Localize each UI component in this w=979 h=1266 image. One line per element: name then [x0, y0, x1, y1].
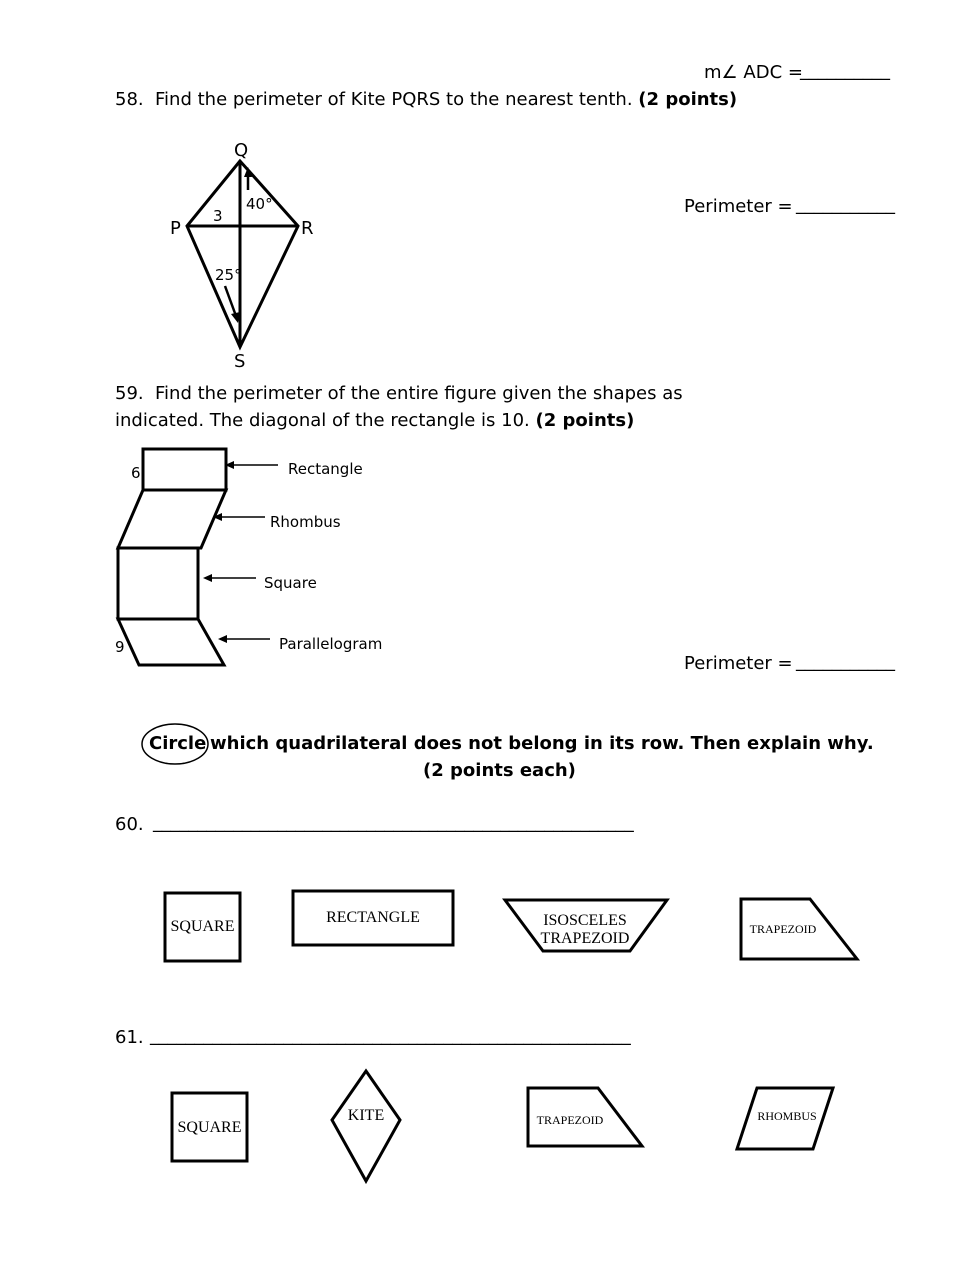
kite-angle-25: 25°	[215, 266, 242, 284]
label-square: Square	[264, 574, 317, 592]
row-61-shapes	[172, 1071, 833, 1181]
q58-answer-blank[interactable]: ___________	[796, 194, 895, 215]
kite-vertex-p: P	[170, 218, 181, 239]
composite-side-6: 6	[131, 464, 141, 482]
kite-angle-40: 40°	[246, 195, 273, 213]
label-rectangle: Rectangle	[288, 460, 363, 478]
q59-prompt-line2: indicated. The diagonal of the rectangle is 10.	[115, 410, 530, 431]
instruction-line1: which quadrilateral does not belong in its row. Then explain why.	[210, 733, 874, 754]
composite-figure	[118, 449, 278, 665]
q59-answer-blank[interactable]: ___________	[796, 651, 895, 672]
angle-answer-blank[interactable]: __________	[800, 60, 890, 81]
square-shape	[118, 548, 198, 619]
kite-side-label: 3	[213, 207, 223, 225]
row61-kite-shape[interactable]	[332, 1071, 400, 1181]
q59-answer-label: Perimeter =	[684, 653, 793, 674]
q58-number: 58.	[115, 89, 144, 110]
row60-rectangle-label: RECTANGLE	[326, 909, 420, 926]
composite-side-9: 9	[115, 638, 125, 656]
q58-prompt-text: Find the perimeter of Kite PQRS to the nearest tenth.	[155, 89, 633, 110]
q58-points: (2 points)	[638, 89, 738, 110]
square-pointer-head	[203, 574, 212, 582]
q59-prompt-line2-wrap	[115, 410, 634, 431]
row61-square-label: SQUARE	[177, 1119, 242, 1136]
parallelogram-shape	[118, 619, 224, 665]
q60-number: 60.	[115, 814, 144, 835]
q60-answer-blank[interactable]: ______________________________________________________	[153, 812, 634, 833]
row60-iso-label-line2: TRAPEZOID	[540, 930, 630, 947]
kite-vertex-s: S	[234, 351, 246, 372]
label-rhombus: Rhombus	[270, 513, 341, 531]
angle-25-arrow	[225, 286, 236, 316]
row60-square-label: SQUARE	[170, 918, 235, 935]
row61-trapezoid-label: TRAPEZOID	[536, 1113, 604, 1127]
q59-points: (2 points)	[535, 410, 635, 431]
q59-prompt-line1: Find the perimeter of the entire figure given the shapes as	[155, 383, 683, 404]
kite-vertex-r: R	[301, 218, 314, 239]
kite-vertex-q: Q	[234, 140, 249, 161]
parallelogram-pointer-head	[218, 635, 227, 643]
row61-kite-label: KITE	[347, 1107, 385, 1124]
kite-pqrs-figure	[187, 161, 298, 347]
row60-trapezoid-label: TRAPEZOID	[749, 922, 817, 936]
instruction-circle-word: Circle	[149, 733, 207, 754]
row60-iso-label-line1: ISOSCELES	[543, 912, 627, 929]
label-parallelogram: Parallelogram	[279, 635, 383, 653]
angle-answer-label: m∠ ADC =	[704, 62, 803, 83]
kite-outline	[187, 161, 298, 347]
row61-rhombus-label: RHOMBUS	[757, 1109, 817, 1123]
q61-number: 61.	[115, 1027, 144, 1048]
rhombus-shape	[118, 490, 226, 548]
q59-number: 59.	[115, 383, 144, 404]
q61-answer-blank[interactable]: ______________________________________________________	[150, 1025, 631, 1046]
q58-answer-label: Perimeter =	[684, 196, 793, 217]
instruction-line2: (2 points each)	[423, 760, 576, 781]
rectangle-shape	[143, 449, 226, 490]
